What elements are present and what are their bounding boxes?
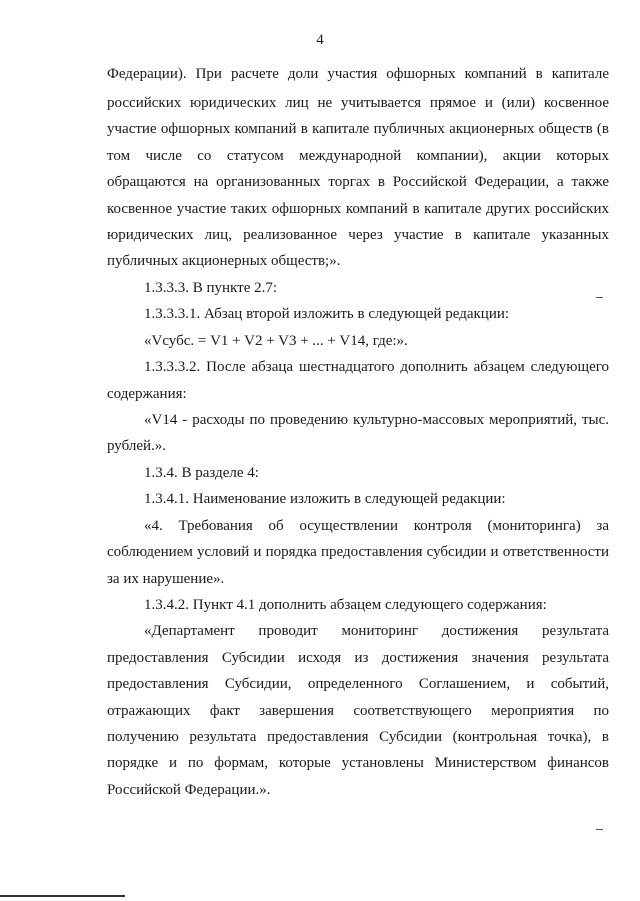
text-line: рублей.».	[107, 438, 167, 454]
text-line: «Департамент проводит мониторинг достижения результата	[144, 623, 609, 639]
text-line: «V14 - расходы по проведению культурно-массовых мероприятий, тыс.	[144, 412, 609, 428]
footer-rule	[0, 895, 125, 897]
text-line: Российской Федерации.».	[107, 782, 271, 798]
text-line: предоставления Субсидии, определенного Соглашением, и событий,	[107, 676, 609, 692]
text-line: 1.3.3.3.2. После абзаца шестнадцатого дополнить абзацем следующего	[144, 359, 609, 375]
text-line: соблюдением условий и порядка предоставления субсидии и ответственности	[107, 544, 609, 560]
text-line: 1.3.3.3.1. Абзац второй изложить в следующей редакции:	[144, 306, 510, 322]
text-line: предоставления Субсидии исходя из достижения значения результата	[107, 650, 609, 666]
text-line: обращаются на организованных торгах в Российской Федерации, а также	[107, 174, 609, 190]
text-line: участие офшорных компаний в капитале публичных акционерных обществ (в	[107, 121, 609, 137]
scan-speck	[596, 829, 603, 830]
text-line: 1.3.4. В разделе 4:	[144, 465, 259, 481]
text-line: публичных акционерных обществ;».	[107, 253, 341, 269]
text-line: Федерации). При расчете доли участия офшорных компаний в капитале	[107, 66, 609, 82]
formula-line: «Vсубс. = V1 + V2 + V3 + ... + V14, где:».	[144, 333, 408, 349]
text-line: российских юридических лиц не учитывается прямое и (или) косвенное	[107, 95, 609, 111]
text-line: косвенное участие таких офшорных компаний в капитале других российских	[107, 201, 609, 217]
text-line: получению результата предоставления Субсидии (контрольная точка), в	[107, 729, 609, 745]
text-line: 1.3.4.1. Наименование изложить в следующей редакции:	[144, 491, 506, 507]
text-line: порядке и по формам, которые установлены Министерством финансов	[107, 755, 609, 771]
page-number: 4	[316, 32, 324, 48]
text-line: за их нарушение».	[107, 571, 225, 587]
text-line: «4. Требования об осуществлении контроля (мониторинга) за	[144, 518, 609, 534]
text-line: юридических лиц, реализованное через участие в капитале указанных	[107, 227, 609, 243]
text-line: 1.3.4.2. Пункт 4.1 дополнить абзацем следующего содержания:	[144, 597, 547, 613]
text-line: 1.3.3.3. В пункте 2.7:	[144, 280, 278, 296]
text-line: том числе со статусом международной компании), акции которых	[107, 148, 609, 164]
scan-speck	[596, 297, 603, 298]
text-line: содержания:	[107, 386, 187, 402]
text-line: отражающих факт завершения соответствующего мероприятия по	[107, 703, 609, 719]
